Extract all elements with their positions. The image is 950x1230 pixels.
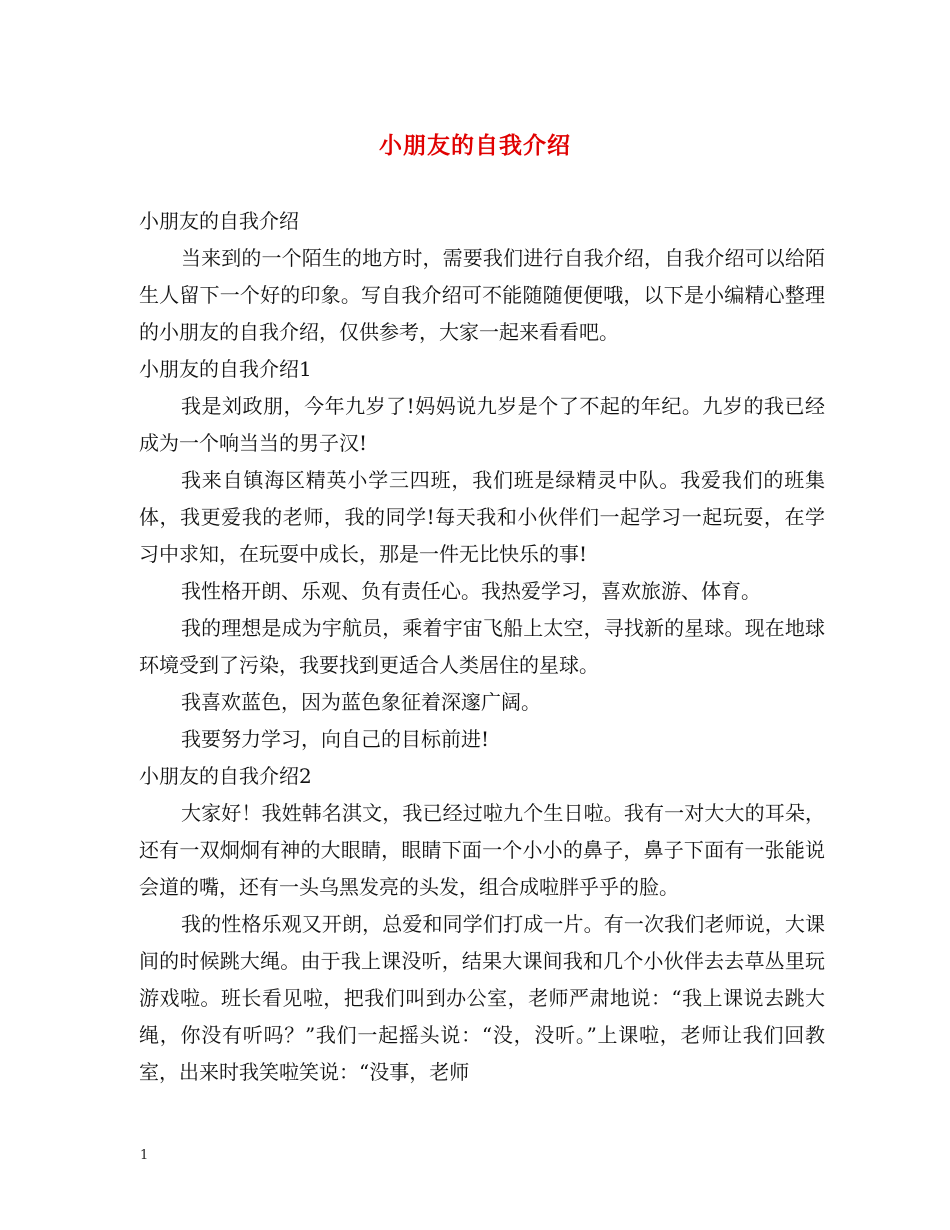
- document-body: [139, 203, 825, 1091]
- body-paragraph: 当来到的一个陌生的地方时，需要我们进行自我介绍，自我介绍可以给陌生人留下一个好的印象。写自我介绍可不能随随便便哦，以下是小编精心整理的小朋友的自我介绍，仅供参考，大家一起来看看吧。: [139, 246, 825, 344]
- body-paragraph: 我性格开朗、乐观、负有责任心。我热爱学习，喜欢旅游、体育。: [181, 579, 761, 603]
- section-heading: 小朋友的自我介绍2: [139, 764, 312, 788]
- body-paragraph: 大家好！我姓韩名淇文，我已经过啦九个生日啦。我有一对大大的耳朵，还有一双炯炯有神的大眼睛，眼睛下面一个小小的鼻子，鼻子下面有一张能说会道的嘴，还有一头乌黑发亮的头发，组合成啦胖乎乎的脸。: [139, 801, 825, 899]
- body-paragraph: 我喜欢蓝色，因为蓝色象征着深邃广阔。: [181, 690, 541, 714]
- document-title: 小朋友的自我介绍: [379, 132, 571, 159]
- body-paragraph: 我来自镇海区精英小学三四班，我们班是绿精灵中队。我爱我们的班集体，我更爱我的老师，我的同学!每天我和小伙伴们一起学习一起玩耍，在学习中求知，在玩耍中成长，那是一件无比快乐的事!: [139, 468, 825, 566]
- section-heading: 小朋友的自我介绍: [139, 209, 299, 233]
- body-paragraph: 我的理想是成为宇航员，乘着宇宙飞船上太空，寻找新的星球。现在地球环境受到了污染，我要找到更适合人类居住的星球。: [139, 616, 825, 677]
- body-paragraph: 我要努力学习，向自己的目标前进!: [181, 727, 490, 751]
- body-paragraph: 我的性格乐观又开朗，总爱和同学们打成一片。有一次我们老师说，大课间的时候跳大绳。由于我上课没听，结果大课间我和几个小伙伴去去草丛里玩游戏啦。班长看见啦，把我们叫到办公室，老师严肃地说：“我上课说去跳大绳，你没有听吗？”我们一起摇头说：“没，没听。”上课啦，老师让我们回教室，出来时我笑啦笑说：“没事，老师: [139, 912, 825, 1084]
- body-paragraph: 我是刘政朋，今年九岁了!妈妈说九岁是个了不起的年纪。九岁的我已经成为一个响当当的男子汉!: [139, 394, 825, 455]
- section-heading: 小朋友的自我介绍1: [139, 357, 312, 381]
- page-number: 1: [140, 1148, 149, 1163]
